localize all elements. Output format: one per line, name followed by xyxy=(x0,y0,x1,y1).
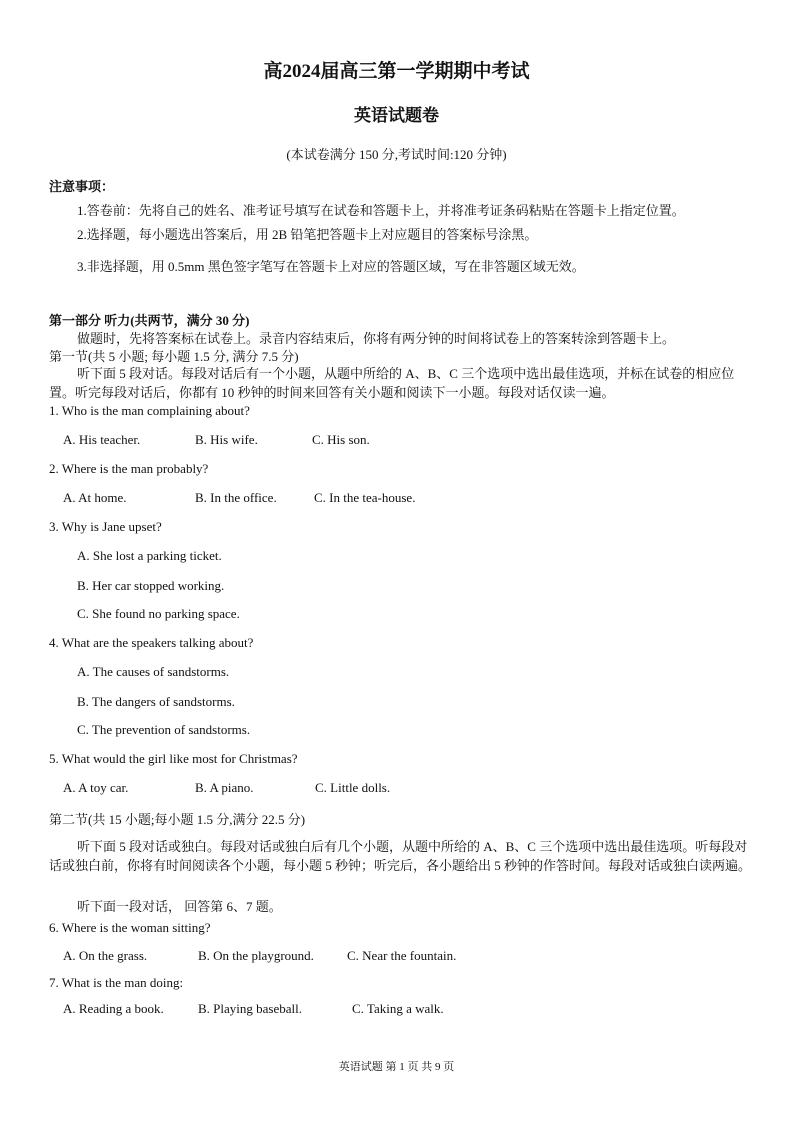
option-a: A. Reading a book. xyxy=(63,1001,164,1016)
exam-title: 高2024届高三第一学期期中考试 xyxy=(263,61,530,82)
option-c: C. The prevention of sandstorms. xyxy=(77,722,251,737)
option-a: A. She lost a parking ticket. xyxy=(77,548,222,563)
page-footer: 英语试题 第 1 页 共 9 页 xyxy=(338,1061,455,1073)
notice-item: 1.答卷前：先将自己的姓名、准考证号填写在试卷和答题卡上，并将准考证条码粘贴在答题卡上指定位置。 xyxy=(77,203,685,218)
option-c: C. Near the fountain. xyxy=(347,948,457,963)
option-c: C. Little dolls. xyxy=(315,780,391,795)
option-a: A. At home. xyxy=(63,490,127,505)
option-b: B. On the playground. xyxy=(198,948,314,963)
question-stem: 3. Why is Jane upset? xyxy=(49,519,162,534)
section1-heading: 第一节(共 5 小题; 每小题 1.5 分, 满分 7.5 分) xyxy=(49,349,299,364)
option-c: C. She found no parking space. xyxy=(77,606,240,621)
question-stem: 7. What is the man doing: xyxy=(49,975,184,990)
option-b: B. In the office. xyxy=(195,490,277,505)
exam-subtitle: 英语试题卷 xyxy=(354,106,439,125)
part1-intro: 做题时，先将答案标在试卷上。录音内容结束后，你将有两分钟的时间将试卷上的答案转涂到答题卡上。 xyxy=(77,331,676,346)
notice-item: 3.非选择题，用 0.5mm 黑色签字笔写在答题卡上对应的答题区域，写在非答题区域无效。 xyxy=(77,259,585,274)
option-a: A. On the grass. xyxy=(63,948,148,963)
question-stem: 2. Where is the man probably? xyxy=(49,461,209,476)
option-c: C. Taking a walk. xyxy=(352,1001,444,1016)
question-stem: 4. What are the speakers talking about? xyxy=(49,635,254,650)
section2-heading: 第二节(共 15 小题;每小题 1.5 分,满分 22.5 分) xyxy=(49,812,306,827)
option-a: A. The causes of sandstorms. xyxy=(77,664,230,679)
section2-sub: 听下面一段对话， 回答第 6、7 题。 xyxy=(77,899,282,914)
option-b: B. Playing baseball. xyxy=(198,1001,302,1016)
part1-heading: 第一部分 听力(共两节，满分 30 分) xyxy=(49,313,250,328)
notice-item: 2.选择题，每小题选出答案后，用 2B 铅笔把答题卡上对应题目的答案标号涂黑。 xyxy=(77,227,538,242)
section1-instructions: 听下面 5 段对话。每段对话后有一个小题，从题中所给的 A、B、C 三个选项中选出最佳选项，并标在试卷的相应位置。听完每段对话后，你都有 10 秒钟的时间来回答有关小题和阅读下一小题。每段对话仅读一遍。 xyxy=(49,366,735,400)
exam-info: (本试卷满分 150 分,考试时间:120 分钟) xyxy=(286,147,507,162)
option-a: A. His teacher. xyxy=(63,432,141,447)
notice-heading: 注意事项： xyxy=(49,179,115,194)
question-stem: 6. Where is the woman sitting? xyxy=(49,920,211,935)
option-a: A. A toy car. xyxy=(63,780,129,795)
option-c: C. In the tea-house. xyxy=(314,490,416,505)
option-b: B. The dangers of sandstorms. xyxy=(77,694,235,709)
option-b: B. Her car stopped working. xyxy=(77,578,225,593)
option-c: C. His son. xyxy=(312,432,370,447)
section2-instructions: 听下面 5 段对话或独白。每段对话或独白后有几个小题，从题中所给的 A、B、C 三个选项中选出最佳选项。听每段对话或独白前，你将有时间阅读各个小题，每小题 5 秒钟；听完后，各小题给出 5 秒钟的作答时间。每段对话或独白读两遍。 xyxy=(49,839,752,873)
option-b: B. His wife. xyxy=(195,432,258,447)
question-stem: 1. Who is the man complaining about? xyxy=(49,403,250,418)
option-b: B. A piano. xyxy=(195,780,254,795)
question-stem: 5. What would the girl like most for Christmas? xyxy=(49,751,298,766)
